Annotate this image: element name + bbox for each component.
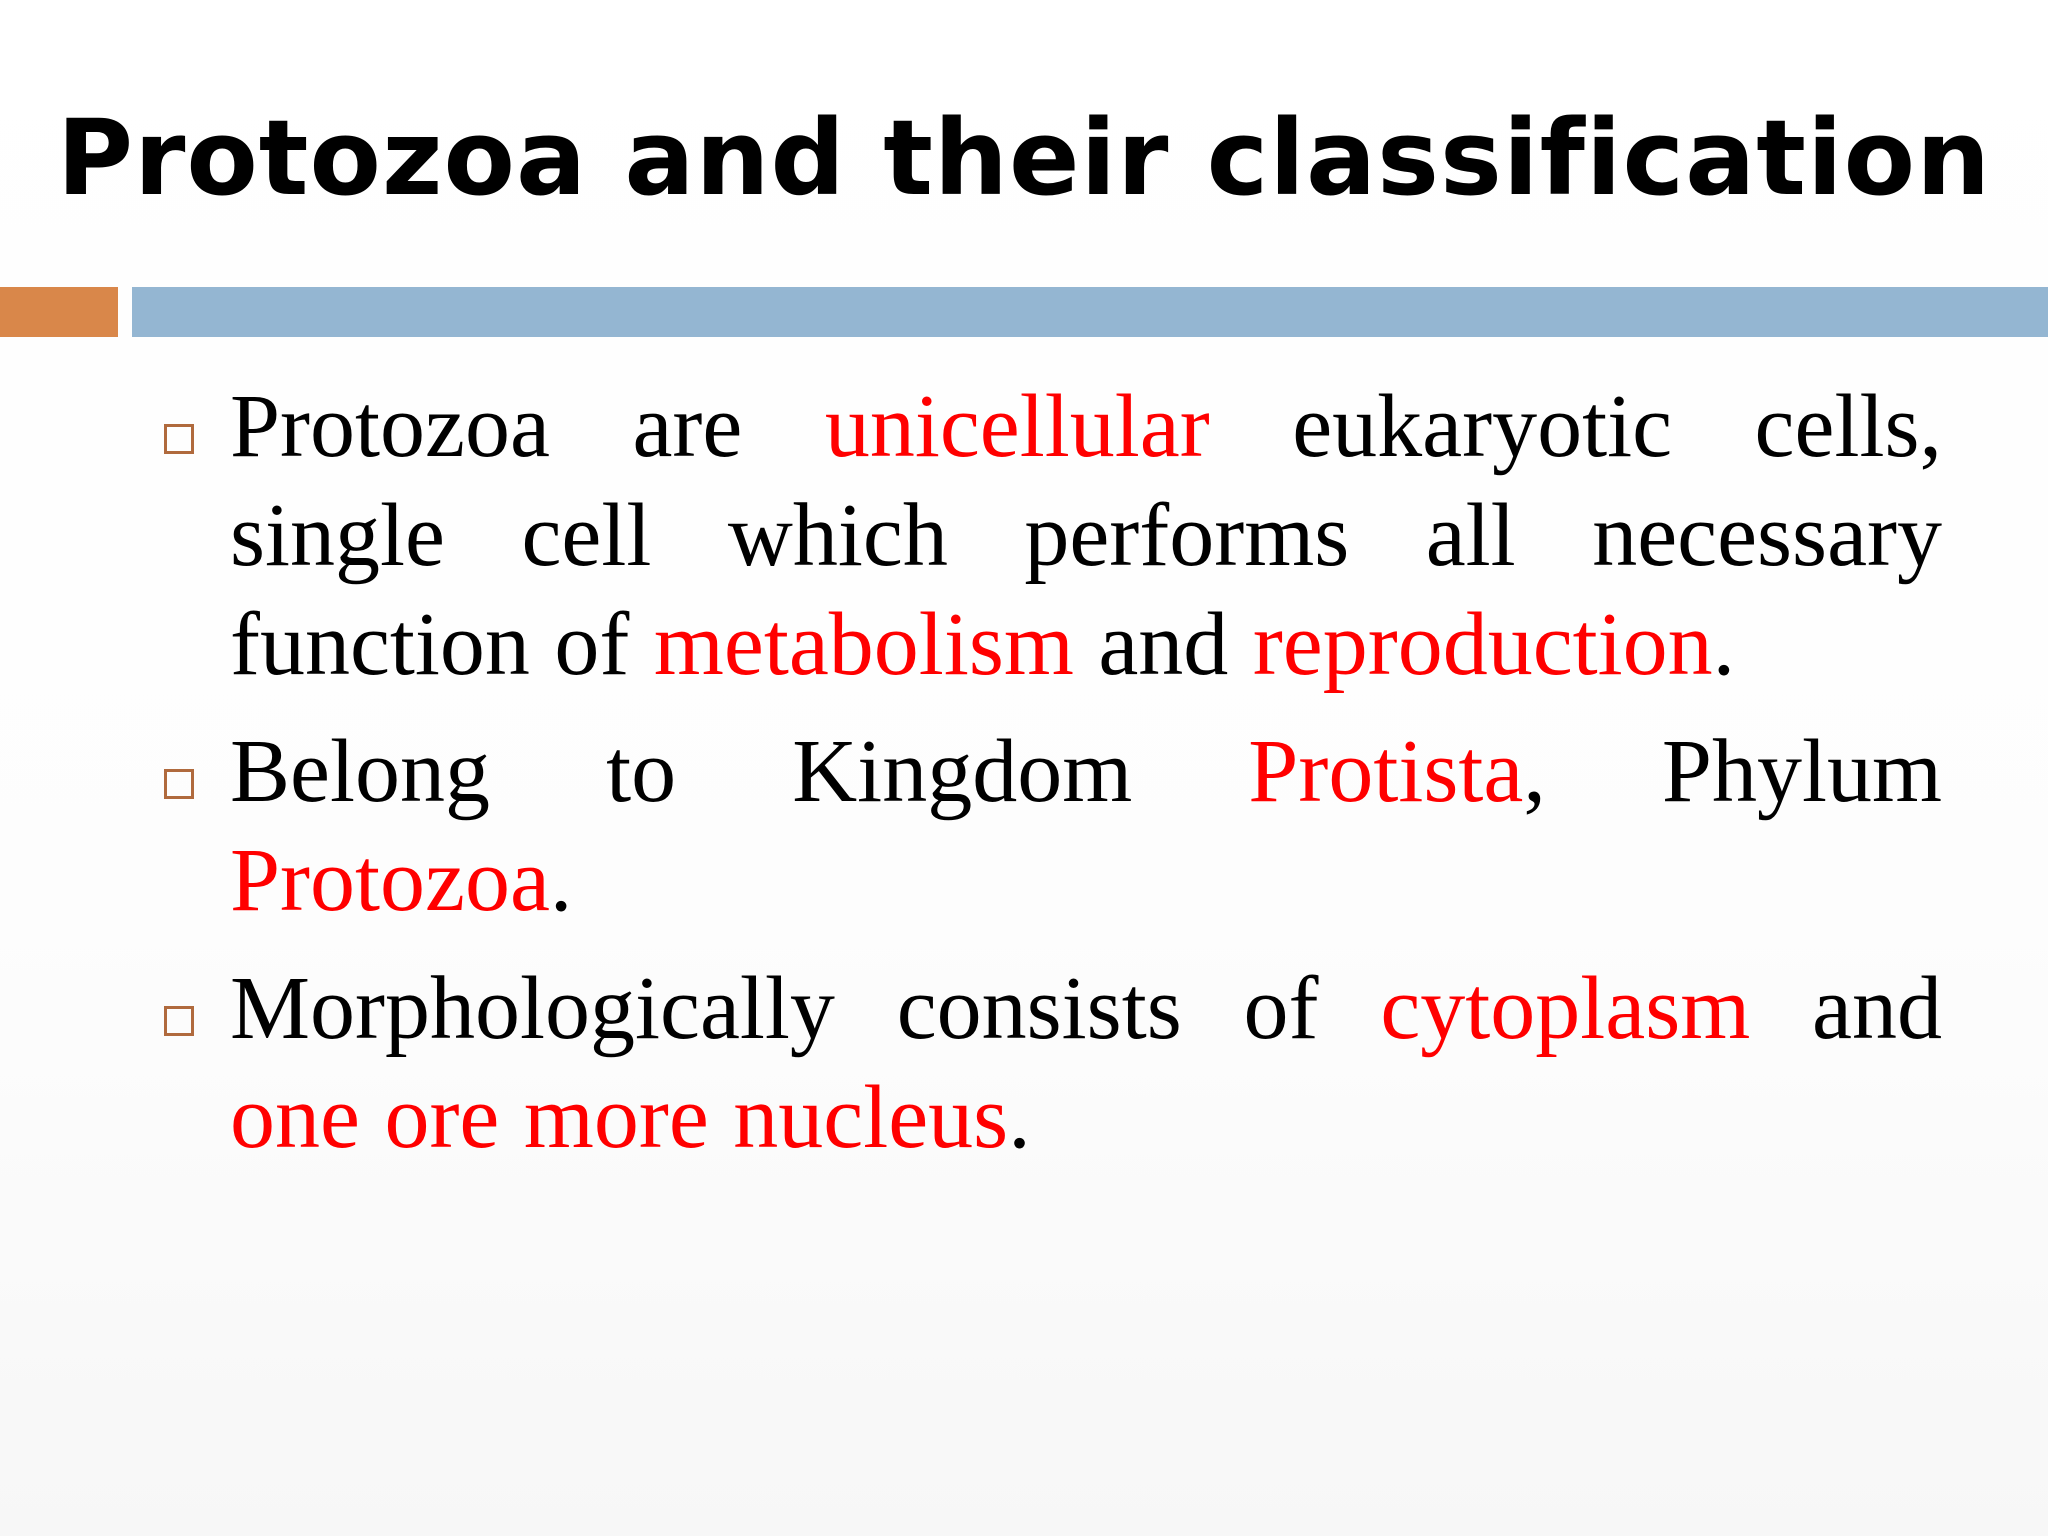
highlight-term: reproduction (1252, 595, 1713, 694)
highlight-term: one ore more nucleus (230, 1068, 1009, 1167)
text-segment: Belong to Kingdom (230, 722, 1249, 821)
square-bullet-icon (164, 1006, 194, 1036)
highlight-term: metabolism (653, 595, 1074, 694)
bullet-item (160, 717, 1942, 954)
highlight-term: Protozoa (230, 831, 550, 930)
bullet-item (160, 372, 1942, 717)
square-bullet-icon (164, 769, 194, 799)
bullet-list (160, 372, 1942, 1191)
square-bullet-icon (164, 424, 194, 454)
text-segment: . (1712, 595, 1736, 694)
text-segment: , Phylum (1523, 722, 1942, 821)
text-segment: . (1008, 1068, 1031, 1167)
bullet-text (230, 372, 1942, 699)
slide-title: Protozoa and their classification (56, 97, 1992, 219)
text-segment: and (1750, 959, 1942, 1058)
highlight-term: Protista (1248, 722, 1524, 821)
accent-bar (0, 287, 118, 337)
text-segment: eukaryotic cells, single cell which performs all necessary function of (230, 377, 1942, 694)
text-segment: . (549, 831, 573, 930)
text-segment: and (1073, 595, 1253, 694)
highlight-term: cytoplasm (1380, 959, 1751, 1058)
bullet-text (230, 954, 1942, 1172)
text-segment: Morphologically consists of (230, 959, 1381, 1058)
highlight-term: unicellular (824, 377, 1210, 476)
bullet-item (160, 954, 1942, 1191)
divider-bar (132, 287, 2048, 337)
bullet-text (230, 717, 1942, 935)
text-segment: Protozoa are (230, 377, 825, 476)
